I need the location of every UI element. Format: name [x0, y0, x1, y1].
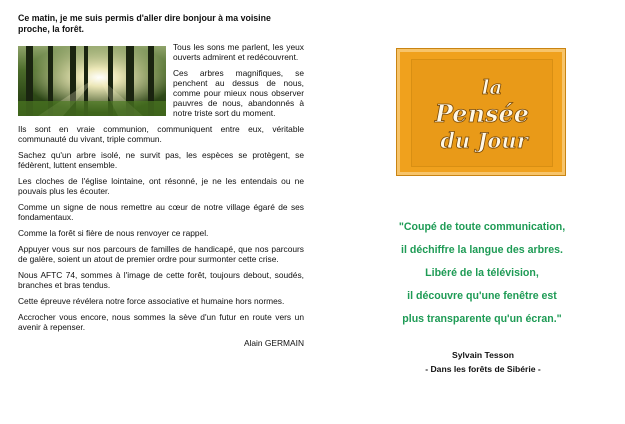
intro-text	[173, 42, 304, 124]
intro-block	[18, 42, 304, 124]
signature: Alain GERMAIN	[243, 338, 304, 348]
body-paragraph: Comme un signe de nous remettre au cœur de notre village égaré de ses fondamentaux.	[18, 202, 304, 222]
logo-line-3: du Jour	[440, 128, 528, 153]
quote-line: il déchiffre la langue des arbres.	[401, 244, 563, 256]
quote-line: "Coupé de toute communication,	[398, 221, 566, 233]
pensee-du-jour-logo	[396, 48, 566, 176]
body-paragraph: Nous AFTC 74, sommes à l'image de cette forêt, toujours debout, soudés, branches et bras tendus.	[18, 270, 304, 290]
logo-lettering	[412, 60, 552, 166]
body-paragraph: Cette épreuve révélera notre force associative et humaine hors normes.	[18, 296, 285, 306]
quote-line: plus transparente qu'un écran."	[402, 313, 562, 325]
body-paragraph: Sachez qu'un arbre isolé, ne survit pas, les espèces se protègent, se fédèrent, luttent ensemble.	[18, 150, 304, 170]
quote-attribution	[393, 348, 573, 376]
article-title: Ce matin, je me suis permis d'aller dire bonjour à ma voisine proche, la forêt.	[18, 13, 271, 34]
logo-line-2: Pensée	[434, 99, 530, 128]
quote-block	[378, 216, 586, 331]
logo-line-1: la	[481, 75, 503, 99]
quote-line: il découvre qu'une fenêtre est	[407, 290, 557, 302]
body-paragraph: Les cloches de l'église lointaine, ont résonné, je ne les entendais ou ne pouvais plus les écouter.	[18, 176, 304, 196]
quote-line: Libéré de la télévision,	[425, 267, 539, 279]
source-title: - Dans les forêts de Sibérie -	[425, 364, 541, 374]
body-paragraph: Ils sont en vraie communion, communiquent entre eux, véritable communauté du vivant, triple commun.	[18, 124, 304, 144]
body-paragraph: Comme la forêt si fière de nous renvoyer ce rappel.	[18, 228, 209, 238]
forest-photo	[18, 46, 166, 116]
author-name: Sylvain Tesson	[452, 350, 514, 360]
intro-paragraph: Ces arbres magnifiques, se penchent au dessus de nous, comme pour mieux nous observer pauvres de nous, abandonnés à notre triste sort du moment.	[173, 68, 304, 118]
body-paragraph: Accrocher vous encore, nous sommes la sève d'un futur en route vers un avenir à repenser.	[18, 312, 304, 332]
intro-paragraph: Tous les sons me parlent, les yeux ouverts admirent et redécouvrent.	[173, 42, 304, 62]
body-paragraph: Appuyer vous sur nos parcours de familles de handicapé, que nos parcours de galère, soient un atout de premier ordre pour surmonter cette crise.	[18, 244, 304, 264]
article-body	[18, 124, 304, 332]
article-column	[18, 13, 304, 348]
